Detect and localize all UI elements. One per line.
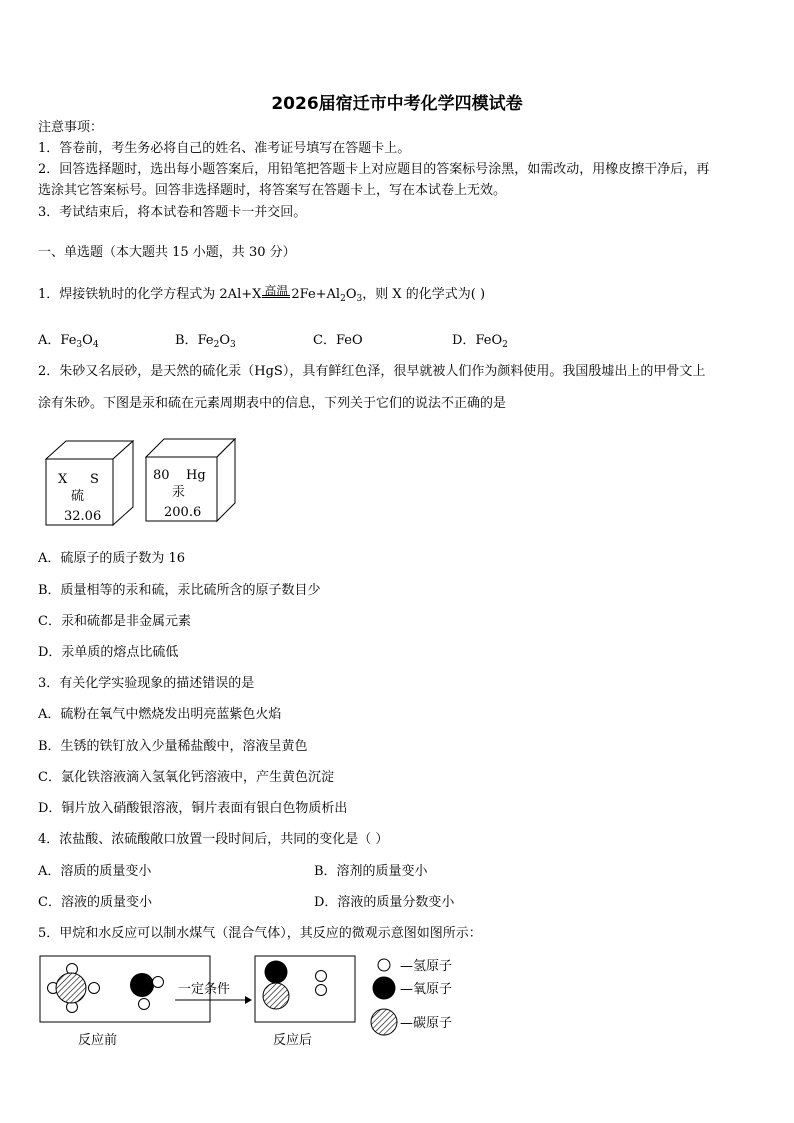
sulfur-atomic-number: X <box>58 472 68 487</box>
notice-item-2-cont: 选涂其它答案标号。回答非选择题时，将答案写在答题卡上，写在本试卷上无效。 <box>38 183 507 198</box>
q3-option-a: A．硫粉在氧气中燃烧发出明亮蓝紫色火焰 <box>38 707 282 722</box>
q4-option-a: A．溶质的质量变小 <box>38 864 152 879</box>
sulfur-mass: 32.06 <box>64 509 102 524</box>
question-5-stem: 5．甲烷和水反应可以制水煤气（混合气体），其反应的微观示意图如图所示： <box>38 926 482 941</box>
q2-option-a: A．硫原子的质子数为 16 <box>38 551 186 566</box>
q3-option-d: D．铜片放入硝酸银溶液，铜片表面有银白色物质析出 <box>38 801 348 816</box>
element-box-sulfur <box>46 441 133 525</box>
mercury-atomic-number: 80 <box>153 468 170 483</box>
q1-option-c: C．FeO <box>313 333 363 348</box>
question-3-stem: 3．有关化学实验现象的描述错误的是 <box>38 676 255 691</box>
notice-item-3: 3．考试结束后，将本试卷和答题卡一并交回。 <box>38 205 307 220</box>
mercury-symbol: Hg <box>186 468 206 483</box>
sulfur-symbol: S <box>90 472 99 487</box>
carbon-legend-label: —碳原子 <box>400 1016 453 1031</box>
reaction-diagram <box>38 950 478 1052</box>
q1-option-d: D．FeO$_2$ <box>452 333 508 350</box>
legend <box>371 959 452 1035</box>
q2-option-c: C．汞和硫都是非金属元素 <box>38 614 191 629</box>
question-2-stem-line1: 2．朱砂又名辰砂，是天然的硫化汞（HgS），具有鲜红色泽，很早就被人们作为颜料使用。我国殷墟出上的甲骨文上 <box>38 364 706 379</box>
reaction-condition-label: 一定条件 <box>178 982 231 997</box>
section-heading: 一、单选题（本大题共 15 小题，共 30 分） <box>38 245 296 260</box>
question-1-stem: 1．焊接铁轨时的化学方程式为 2Al+X 高温 $2Fe+Al_2O_3$，则 X 的化学式为( ) <box>38 284 486 304</box>
q4-option-b: B．溶剂的质量变小 <box>314 864 428 879</box>
q4-option-d: D．溶液的质量分数变小 <box>314 895 455 910</box>
reaction-condition: 高温 <box>264 284 289 298</box>
notice-item-1: 1．答卷前，考生务必将自己的姓名、准考证号填写在答题卡上。 <box>38 141 411 156</box>
element-box-mercury <box>146 439 235 521</box>
q3-option-c: C．氯化铁溶液滴入氢氧化钙溶液中，产生黄色沉淀 <box>38 770 334 785</box>
sulfur-name: 硫 <box>71 489 85 504</box>
q4-option-c: C．溶液的质量变小 <box>38 895 152 910</box>
question-4-stem: 4．浓盐酸、浓硫酸敞口放置一段时间后，共同的变化是（ ） <box>38 832 389 847</box>
carbon-legend-icon <box>371 1009 397 1035</box>
q2-option-d: D．汞单质的熔点比硫低 <box>38 645 179 660</box>
before-label: 反应前 <box>78 1033 118 1048</box>
q2-option-b: B．质量相等的汞和硫，汞比硫所含的原子数目少 <box>38 583 321 598</box>
q1-option-b: B．$Fe_2O_3$ <box>175 333 236 350</box>
q3-option-b: B．生锈的铁钉放入少量稀盐酸中，溶液呈黄色 <box>38 739 308 754</box>
hydrogen-legend-label: —氢原子 <box>400 959 453 974</box>
notice-heading: 注意事项： <box>38 120 104 135</box>
q1-option-a: A．$Fe_3O_4$ <box>38 333 99 350</box>
oxygen-legend-icon <box>373 977 396 1000</box>
periodic-table-figure <box>40 437 240 532</box>
oxygen-legend-label: —氧原子 <box>400 982 453 997</box>
mercury-name: 汞 <box>172 485 186 500</box>
hydrogen-legend-icon <box>378 959 390 971</box>
page-title: 2026届宿迁市中考化学四模试卷 <box>271 94 523 114</box>
notice-item-2: 2．回答选择题时，选出每小题答案后，用铅笔把答题卡上对应题目的答案标号涂黑，如需改动，用橡皮擦干净后，再 <box>38 162 710 177</box>
after-label: 反应后 <box>273 1033 313 1048</box>
mercury-mass: 200.6 <box>164 505 202 520</box>
question-2-stem-line2: 涂有朱砂。下图是汞和硫在元素周期表中的信息，下列关于它们的说法不正确的是 <box>38 396 507 411</box>
